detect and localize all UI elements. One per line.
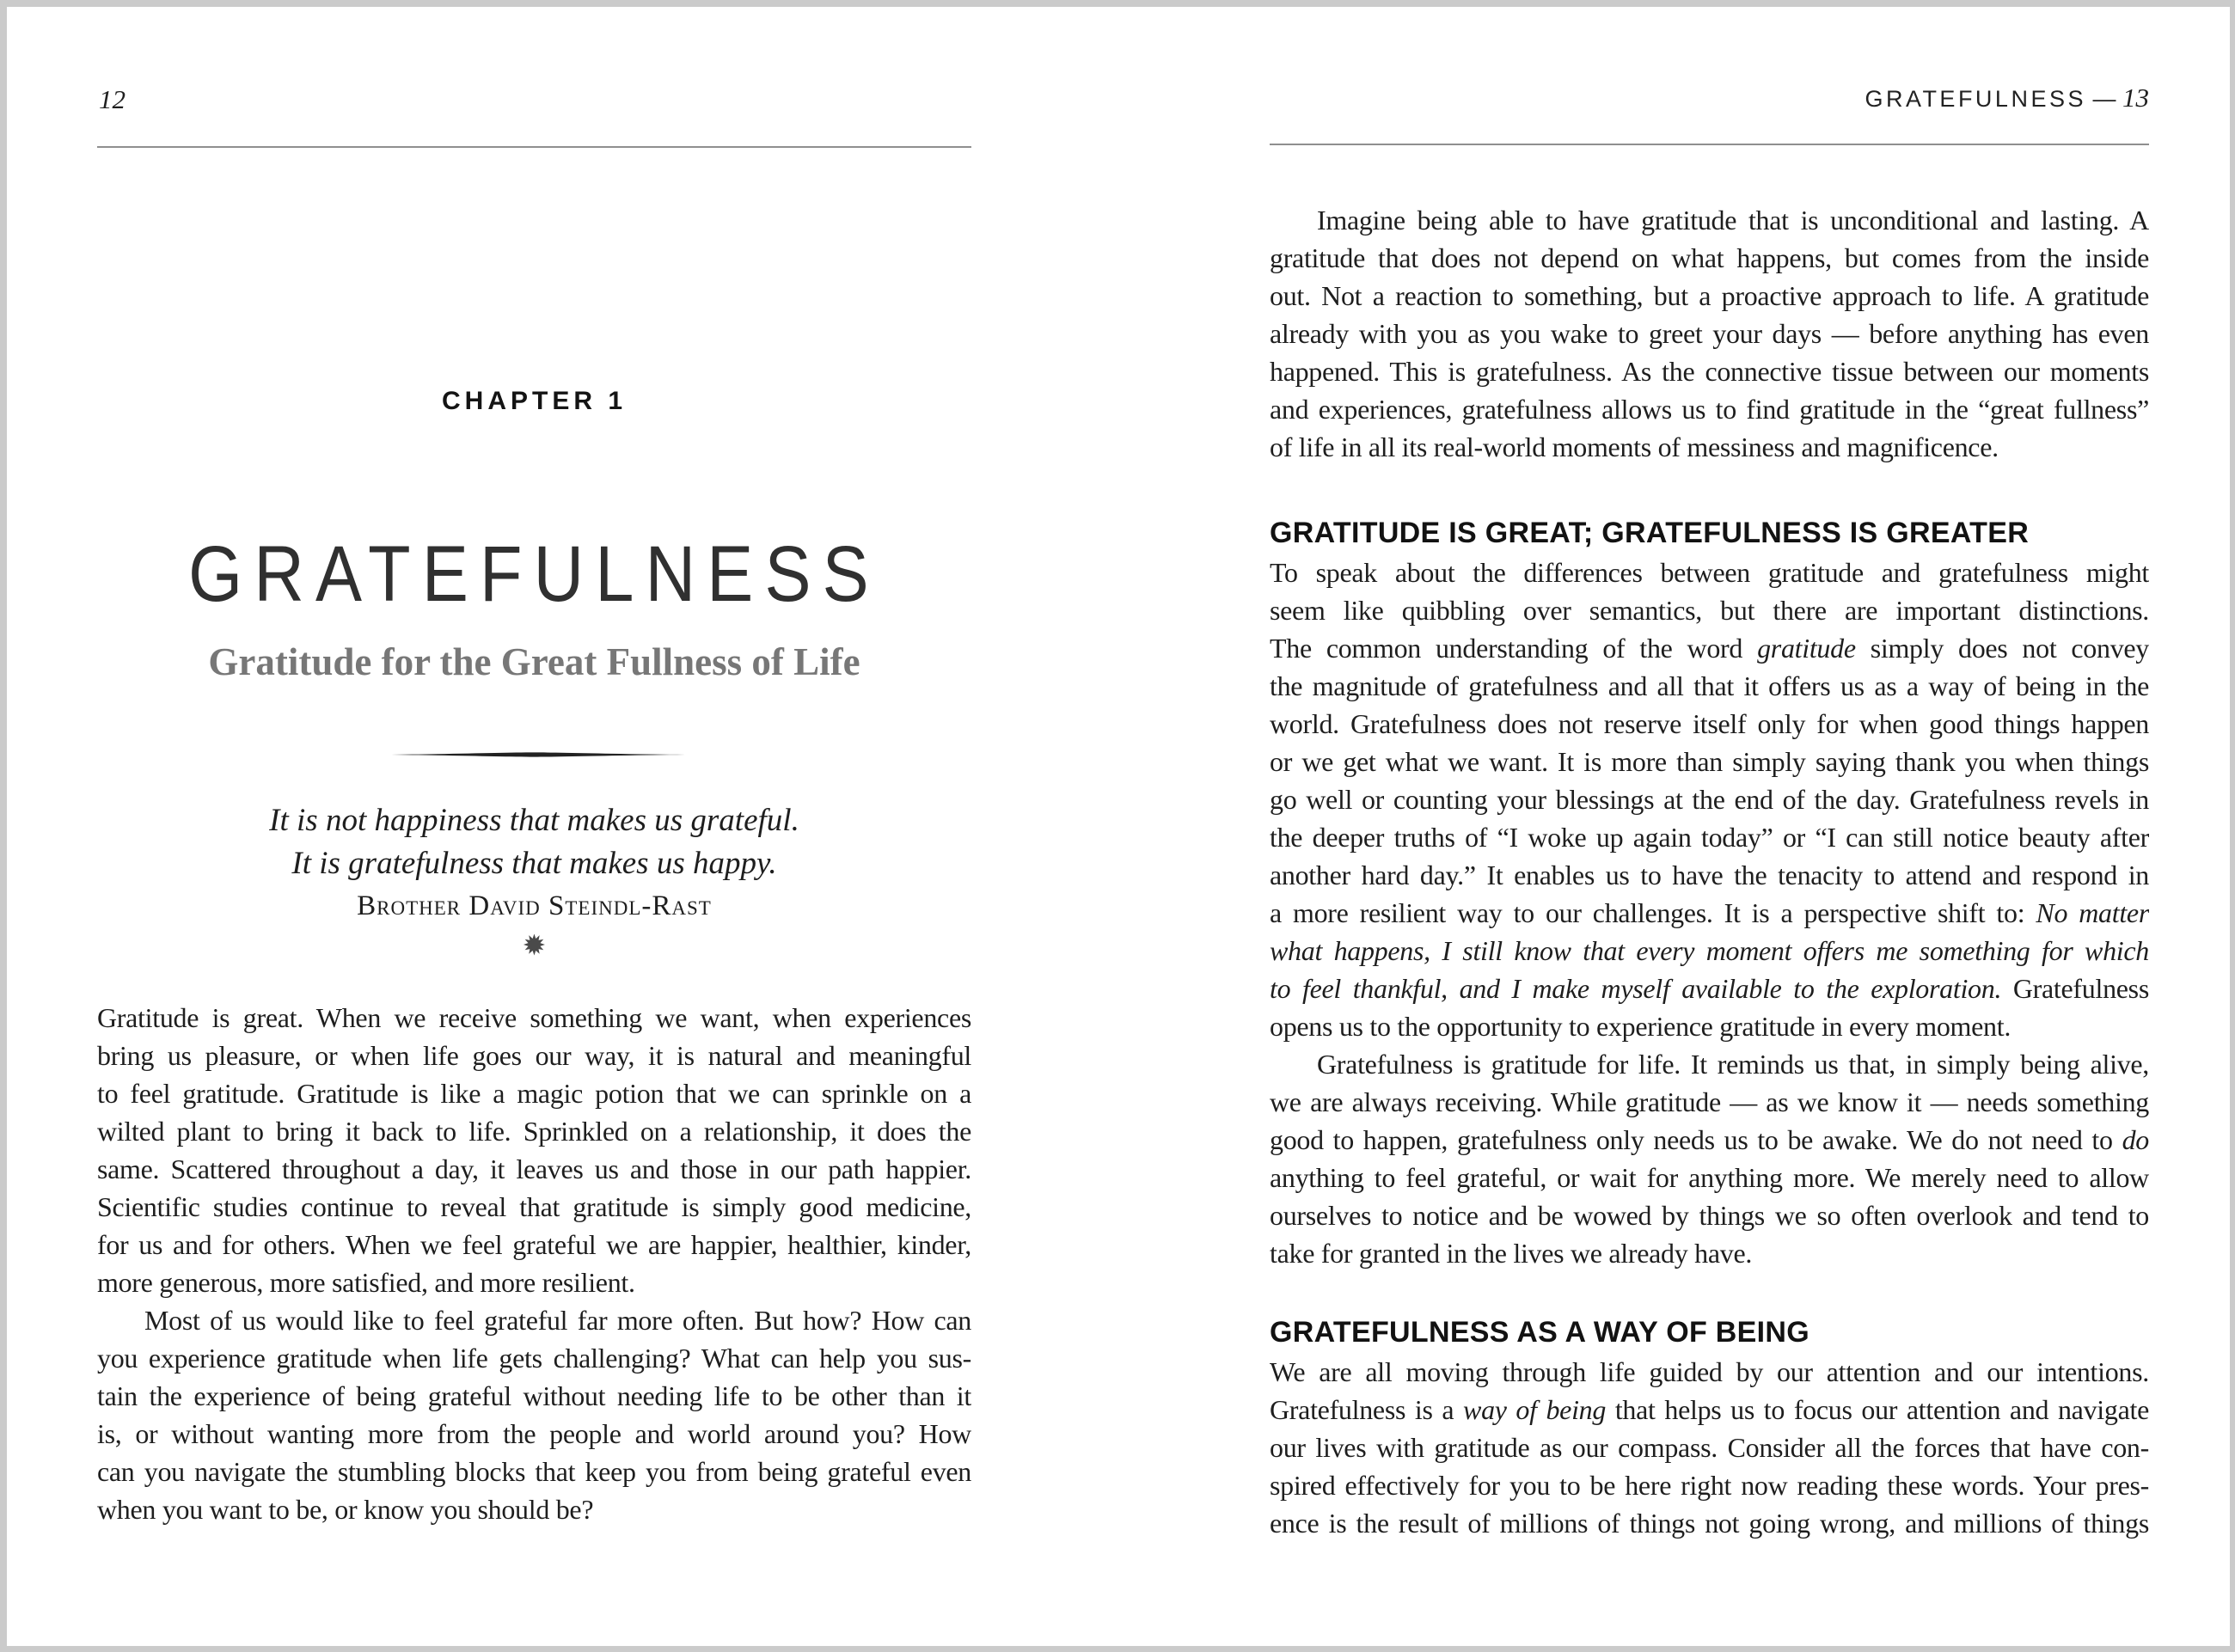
text-line: same. Scattered throughout a day, it leaves us and those in our path happier. [97,1153,971,1184]
text-line: spired effectively for you to be here right now reading these words. Your pres- [1270,1470,2149,1501]
paragraph [97,999,971,1301]
text-line: The common understanding of the word gratitude simply does not convey [1270,633,2149,664]
paragraph [1270,201,2149,466]
page-left [97,0,971,1652]
section-body [1270,1353,2149,1542]
text-line: opens us to the opportunity to experience gratitude in every moment. [1270,1011,2012,1042]
section-heading: GRATITUDE IS GREAT; GRATEFULNESS IS GREATER [1270,517,2030,549]
text-line: the deeper truths of “I woke up again today” or “I can still notice beauty after [1270,822,2149,853]
paragraph [97,1301,971,1528]
text-line: anything to feel grateful, or wait for anything more. We merely need to allow [1270,1162,2149,1193]
text-line: world. Gratefulness does not reserve itself only for when good things happen [1270,708,2149,739]
text-line: the magnitude of gratefulness and all that it offers us as a way of being in the [1270,670,2149,701]
epigraph-attribution: Brother David Steindl-Rast [357,890,712,921]
text-line: Scientific studies continue to reveal that gratitude is simply good medicine, [97,1191,971,1222]
text-line: Gratefulness is a way of being that helps us to focus our attention and navigate [1270,1394,2149,1425]
running-head-title: GRATEFULNESS [1865,86,2086,112]
text-line: bring us pleasure, or when life goes our way, it is natural and meaningful [97,1040,971,1071]
text-line: ence is the result of millions of things not going wrong, and millions of things [1270,1508,2149,1539]
text-line: we are always receiving. While gratitude — as we know it — needs something [1270,1086,2149,1117]
chapter-label: CHAPTER 1 [441,387,628,415]
section-intro [1270,201,2149,466]
text-line: a more resilient way to our challenges. It is a perspective shift to: No matter [1270,897,2149,928]
section-heading: GRATEFULNESS AS A WAY OF BEING [1270,1316,1809,1349]
text-line: Most of us would like to feel grateful far more often. But how? How can [144,1305,971,1336]
starburst-ornament-icon: ✹ [522,928,547,962]
chapter-subtitle: Gratitude for the Great Fullness of Life [208,640,860,683]
text-line: tain the experience of being grateful without needing life to be other than it [97,1380,971,1411]
text-line: seem like quibbling over semantics, but there are important distinctions. [1270,595,2149,626]
section-body [1270,554,2149,1272]
page-number-left: 12 [99,84,126,114]
text-line: can you navigate the stumbling blocks that keep you from being grateful even [97,1456,971,1487]
text-line: Gratefulness is gratitude for life. It reminds us that, in simply being alive, [1317,1049,2149,1080]
text-line: To speak about the differences between gratitude and gratefulness might [1270,557,2149,588]
text-line: out. Not a reaction to something, but a proactive approach to life. A gratitude [1270,280,2149,311]
epigraph-line: It is gratefulness that makes us happy. [291,846,777,881]
epigraph-line: It is not happiness that makes us grateful. [269,803,799,838]
text-line: or we get what we want. It is more than simply saying thank you when things [1270,746,2149,777]
body-text-left [97,999,971,1528]
text-line: another hard day.” It enables us to have the tenacity to attend and respond in [1270,860,2149,890]
page-right [1270,0,2149,1652]
epigraph-quote [97,799,971,885]
text-line: gratitude that does not depend on what happens, but comes from the inside [1270,242,2149,273]
text-line: Gratitude is great. When we receive something we want, when experiences [97,1002,971,1033]
paragraph [1270,1045,2149,1272]
paragraph [1270,1353,2149,1542]
paragraph [1270,554,2149,1045]
text-line: and experiences, gratefulness allows us to find gratitude in the “great fullness” [1270,394,2149,425]
text-line: you experience gratitude when life gets challenging? What can help you sus- [97,1343,971,1374]
text-line: our lives with gratitude as our compass. Consider all the forces that have con- [1270,1432,2149,1463]
text-line: ourselves to notice and be wowed by things we so often overlook and tend to [1270,1200,2149,1231]
text-line: go well or counting your blessings at the end of the day. Gratefulness revels in [1270,784,2149,815]
text-line: what happens, I still know that every moment offers me something for which [1270,935,2149,966]
text-line: to feel gratitude. Gratitude is like a magic potion that we can sprinkle on a [97,1078,971,1109]
page-number-right: 13 [2122,83,2149,113]
tapered-rule-graphic [384,750,685,759]
chapter-title: GRATEFULNESS [188,530,880,618]
text-line: take for granted in the lives we already have. [1270,1238,1753,1269]
text-line: already with you as you wake to greet your days — before anything has even [1270,318,2149,349]
text-line: happened. This is gratefulness. As the connective tissue between our moments [1270,356,2149,387]
text-line: Imagine being able to have gratitude that is unconditional and lasting. A [1317,205,2149,236]
text-line: more generous, more satisfied, and more resilient. [97,1267,635,1298]
epigraph-tapered-rule [384,748,685,763]
header-rule-left [97,146,971,148]
text-line: of life in all its real-world moments of messiness and magnificence. [1270,431,1999,462]
text-line: We are all moving through life guided by our attention and our intentions. [1270,1356,2149,1387]
text-line: to feel thankful, and I make myself available to the exploration. Gratefulness [1270,973,2149,1004]
text-line: for us and for others. When we feel grateful we are happier, healthier, kinder, [97,1229,971,1260]
text-line: wilted plant to bring it back to life. Sprinkled on a relationship, it does the [97,1116,971,1147]
running-head-right [1865,83,2149,113]
text-line: good to happen, gratefulness only needs us to be awake. We do not need to do [1270,1124,2149,1155]
running-head-dash: — [2085,86,2122,112]
text-line: when you want to be, or know you should be? [97,1494,594,1525]
text-line: is, or without wanting more from the people and world around you? How [97,1418,971,1449]
header-rule-right [1270,144,2149,145]
body-text-right [1270,201,2149,1542]
